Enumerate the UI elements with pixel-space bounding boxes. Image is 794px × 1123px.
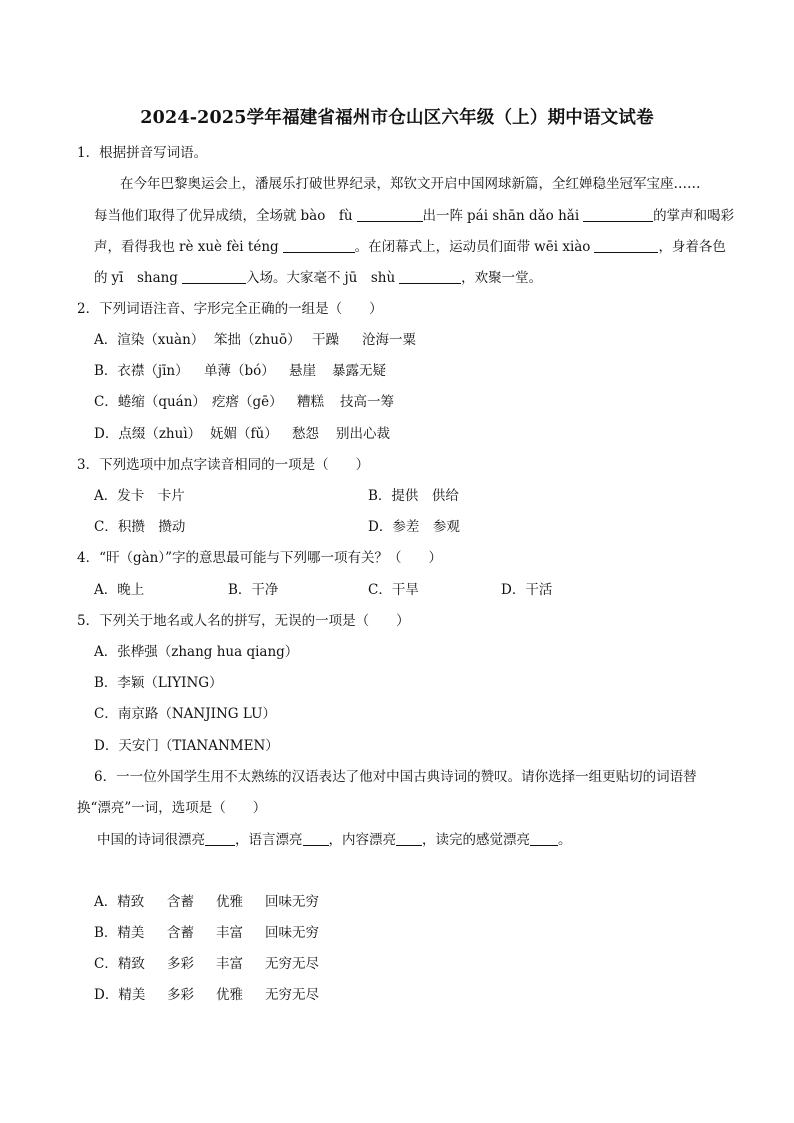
option-word: C．蜷缩（quán） — [94, 394, 206, 410]
pinyin-5: yī shang — [111, 270, 178, 286]
option-word: 多彩 — [167, 956, 194, 972]
option-word: C．精致 — [94, 956, 145, 972]
option-word: 糟糕 — [297, 394, 324, 410]
option-word: A．渲染（xuàn） — [94, 332, 205, 348]
question-1-paragraph-line-3 — [94, 237, 726, 257]
option-word: 含蓄 — [167, 925, 194, 941]
pinyin-6: jū shù — [344, 270, 396, 286]
question-6-sentence — [97, 830, 572, 850]
pinyin-2: pái shān dǎo hǎi — [467, 208, 580, 224]
text-segment: 。在闭幕式上，运动员们面带 — [354, 239, 531, 255]
answer-blank-5[interactable] — [182, 269, 246, 284]
question-4-option-a[interactable]: A．晚上 — [94, 582, 145, 598]
text-segment: 出一阵 — [422, 208, 464, 224]
text-segment: ，内容漂亮 — [328, 832, 396, 848]
question-5-stem: 5．下列关于地名或人名的拼写，无误的一项是（ ） — [77, 613, 410, 629]
question-6-stem-line-2: 换“漂亮”一词，选项是（ ） — [77, 800, 267, 816]
question-4-option-b[interactable]: B．干净 — [228, 582, 279, 598]
option-word: 丰富 — [216, 956, 243, 972]
text-segment: 的掌声和喝彩 — [653, 208, 735, 224]
option-word: 悬崖 — [289, 363, 316, 379]
question-3-option-c[interactable]: C．积攒 攒动 — [94, 519, 186, 535]
text-segment: 入场。大家毫不 — [245, 270, 341, 286]
text-segment: 中国的诗词很漂亮 — [97, 832, 205, 848]
question-1-paragraph-line-1: 在今年巴黎奥运会上，潘展乐打破世界纪录，郑钦文开启中国网球新篇，全红婵稳坐冠军宝座…… — [120, 176, 701, 192]
question-3-option-d[interactable]: D．参差 参观 — [368, 519, 460, 535]
option-word: 沧海一粟 — [362, 332, 416, 348]
answer-blank-1[interactable] — [357, 207, 423, 222]
option-word: 多彩 — [167, 987, 194, 1003]
page-title: 2024-2025学年福建省福州市仓山区六年级（上）期中语文试卷 — [140, 108, 654, 128]
option-word: 疙瘩（gē） — [212, 394, 283, 410]
pinyin-4: wēi xiào — [534, 239, 591, 255]
text-segment: 的 — [94, 270, 108, 286]
option-word: 干躁 — [312, 332, 339, 348]
option-word: 丰富 — [216, 925, 243, 941]
answer-blank-6[interactable] — [399, 269, 461, 284]
pinyin-1: bào fù — [300, 208, 353, 224]
answer-blank-2[interactable] — [583, 207, 653, 222]
option-word: 回味无穷 — [265, 894, 319, 910]
question-5-option-a[interactable]: A．张桦强（zhang hua qiang） — [94, 644, 299, 660]
option-word: 笨拙（zhuō） — [214, 332, 301, 348]
option-word: D．点缀（zhuì） — [94, 426, 202, 442]
text-segment: 。 — [558, 832, 572, 848]
option-word: 优雅 — [216, 894, 243, 910]
question-2-stem: 2．下列词语注音、字形完全正确的一组是（ ） — [77, 301, 383, 317]
option-word: A．精致 — [94, 894, 145, 910]
option-word: D．精美 — [94, 987, 146, 1003]
option-word: 含蓄 — [167, 894, 194, 910]
option-word: 单薄（bó） — [204, 363, 275, 379]
answer-blank-3[interactable] — [283, 238, 355, 253]
question-3-stem: 3．下列选项中加点字读音相同的一项是（ ） — [77, 457, 370, 473]
option-word: 回味无穷 — [265, 925, 319, 941]
option-word: 无穷无尽 — [265, 987, 319, 1003]
question-3-option-b[interactable]: B．提供 供给 — [368, 488, 459, 504]
question-4-option-d[interactable]: D．干活 — [501, 582, 553, 598]
question-5-option-d[interactable]: D．天安门（TIANANMEN） — [94, 738, 279, 754]
sentence-blank-1[interactable] — [205, 831, 235, 846]
option-word: 别出心裁 — [336, 426, 390, 442]
text-segment: ，语言漂亮 — [235, 832, 303, 848]
option-word: 无穷无尽 — [265, 956, 319, 972]
option-word: 愁怨 — [292, 426, 319, 442]
text-segment: ，欢聚一堂。 — [461, 270, 543, 286]
text-segment: 每当他们取得了优异成绩，全场就 — [94, 208, 297, 224]
sentence-blank-3[interactable] — [396, 831, 422, 846]
option-word: 技高一筹 — [340, 394, 394, 410]
question-1-stem: 1．根据拼音写词语。 — [77, 145, 208, 161]
answer-blank-4[interactable] — [594, 238, 658, 253]
sentence-blank-2[interactable] — [303, 831, 329, 846]
text-segment: ，身着各色 — [658, 239, 726, 255]
option-word: B．衣襟（jīn） — [94, 363, 189, 379]
question-1-paragraph-line-2 — [94, 206, 734, 226]
question-5-option-b[interactable]: B．李颖（LIYING） — [94, 675, 223, 691]
question-4-stem: 4．“旰（gàn）”字的意思最可能与下列哪一项有关？（ ） — [77, 550, 443, 566]
option-word: 优雅 — [216, 987, 243, 1003]
text-segment: 声，看得我也 — [94, 239, 175, 255]
option-word: 暴露无疑 — [332, 363, 386, 379]
pinyin-3: rè xuè fèi téng — [179, 239, 279, 255]
sentence-blank-4[interactable] — [530, 831, 558, 846]
question-6-stem-line-1: 6．一一位外国学生用不太熟练的汉语表达了他对中国古典诗词的赞叹。请你选择一组更贴切的词语替 — [94, 769, 697, 785]
option-word: 妩媚（fǔ） — [210, 426, 278, 442]
question-3-option-a[interactable]: A．发卡 卡片 — [94, 488, 185, 504]
question-4-option-c[interactable]: C．干旱 — [368, 582, 419, 598]
text-segment: ，读完的感觉漂亮 — [422, 832, 530, 848]
question-1-paragraph-line-4 — [94, 268, 542, 288]
question-5-option-c[interactable]: C．南京路（NANJING LU） — [94, 706, 276, 722]
option-word: B．精美 — [94, 925, 145, 941]
